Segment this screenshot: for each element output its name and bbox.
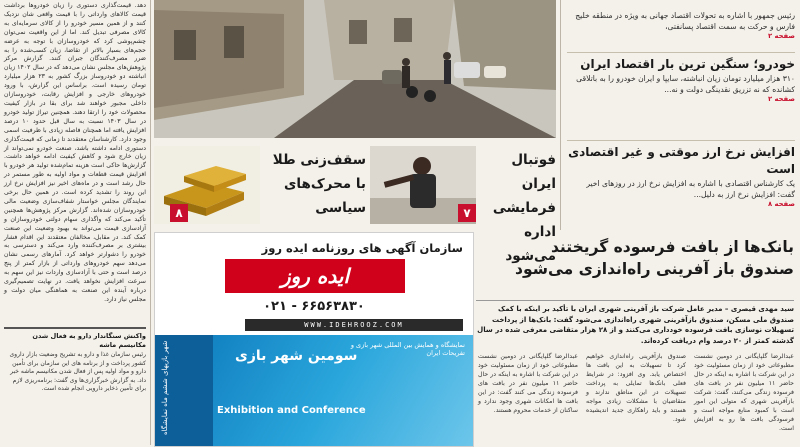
main-street-photo [154, 0, 556, 138]
headline-rule [476, 300, 794, 301]
football-caption: فوتبال ایران فرمایشی اداره می‌شود [492, 152, 556, 264]
street-photo-illustration [154, 0, 556, 138]
news-item-page: صفحه ۲ [767, 32, 795, 40]
side-article-text: رئیس سازمان غذا و دارو به تشریح وضعیت بازار داروی کشور پرداخت و از برنامه های این سازمان برای تأمین دارو و مواد اولیه پس از فعال شدن مکانیسم ماشه خبر داد. به گزارش خبرگزاری‌ها وی گفت: برنامه‌ریزی لازم برای تأمین ذخایر دارویی انجام شده است. [9, 351, 146, 393]
poster-vertical-text: شهر بازیهای ششم ماه نمایشگاه [161, 341, 169, 436]
article-column-3: عبدالرضا گلپایگانی در دومین نشست مطبوعاتی خود از زمان مسئولیت خود در این شرکت با اشاره به اینکه در حال حاضر ۱۱ میلیون نفر در بافت های فرسوده زندگی می کنند گفت: در این بافت ها امکانات شهری وجود ندارد و ساکنان از خدمات محروم هستند. [478, 353, 578, 414]
headline-lead: سید مهدی قیصری – مدیر عامل شرکت باز آفرینی شهری ایران با تأکید بر اینکه با کمک صندوق ملی مسکن، صندوق بازآفرینی شهری راه‌اندازی می‌شود گفت: بانک‌ها از پرداخت تسهیلات نوسازی بافت فرسوده خودداری می‌کنند و از ۲۸ هزار متقاضی معرفی شده در سال گذشته کمتر از ۲۰ درصد وام دریافت کرده‌اند. [477, 305, 794, 345]
page-number-badge: ۸ [170, 204, 188, 222]
item-divider [567, 140, 795, 141]
column-divider [4, 327, 146, 329]
poster-title: نمایشگاه و همایش بین المللی شهر بازی و تفریحات ایران [350, 341, 465, 357]
headline-line-2: صندوق باز آفرینی راه‌اندازی می‌شود [515, 260, 794, 278]
news-item-president[interactable] [567, 10, 795, 40]
news-item-title: افزایش نرخ ارز موقتی و غیر اقتصادی است [568, 145, 795, 176]
exhibition-poster [155, 335, 473, 446]
advertisement-box[interactable] [154, 232, 474, 447]
news-item-text: رئیس جمهور با اشاره به تحولات اقتصاد جهانی به ویژه در منطقه خلیج فارس و حرکت به سمت اقتصاد پسانفتی، [575, 11, 795, 31]
gold-caption: سقف‌زنی طلا با محرک‌های سیاسی [272, 152, 366, 216]
news-item-auto[interactable] [567, 56, 795, 103]
left-column [0, 0, 151, 445]
side-article-title[interactable]: واکنش سنگاندار دارو به فعال شدن مکانیسم ماشه [32, 332, 146, 349]
page-number-badge: ۷ [458, 204, 476, 222]
news-item-currency[interactable] [567, 144, 795, 208]
news-item-page: صفحه ۲ [767, 95, 795, 103]
ad-title: سازمان آگهی های روزنامه ایده روز [261, 241, 463, 255]
news-item-title: خودرو؛ سنگین ترین بار اقتصاد ایران [580, 57, 795, 71]
news-item-text: ۳۱۰ هزار میلیارد تومان زیان انباشته، سایپا و ایران خودرو را به باتلاقی کشانده که نه تزریق نقدینگی دولت و نه... [576, 74, 795, 94]
idehrooz-logo: ایده روز [225, 259, 405, 293]
poster-english-title: Exhibition and Conference [217, 405, 366, 416]
item-divider [567, 52, 795, 53]
news-item-page: صفحه ۸ [767, 200, 795, 208]
ad-website-url[interactable]: WWW.IDEHROOZ.COM [245, 319, 463, 331]
right-column [560, 0, 800, 230]
news-item-text: یک کارشناس اقتصادی با اشاره به افزایش نرخ ارز در روزهای اخیر گفت: افزایش نرخ ارز به دلیل... [586, 179, 795, 199]
poster-headline: سومین شهر بازی [235, 348, 358, 364]
headline-line-1: بانک‌ها از بافت فرسوده گریختند [550, 238, 794, 256]
ad-phone-number: ۰۲۱ - ۶۶۵۶۳۸۳۰ [263, 299, 365, 314]
left-article-text: دهد. قیمت‌گذاری دستوری را زیان خودروها برداشت قیمت کالاهای وارداتی را با قیمت واقعی شان نزدیک کنند و از همین مسیر خودرو را از کالای سرمایه‌ای به کالای مصرفی تبدیل کند. اما از این واقعیت نمی‌توان چشم‌پوشی کرد که خودروسازان با توجه به عرضه حجم‌های بسیار بالاتر از تقاضا، زیان کسب‌شده را به ضرر مصرف‌کنندگان جبران کنند. گزارش مرکز پژوهش‌های مجلس نشان می‌دهد که در سال ۱۴۰۲ زیان انباشته دو خودروساز بزرگ کشور به ۲۳ هزار میلیارد تومان رسیده است. براساس این گزارش، با ورود خودروهای خارجی و افزایش رقابت، خودروسازان داخلی مجبور خواهند شد برای بقا در بازار کیفیت محصولات خود را ارتقا دهند. همچنین تیراژ تولید خودرو در سال ۱۴۰۳ نسبت به سال قبل حدود ۱۰ درصد افزایش یافته اما همچنان فاصله زیادی با ظرفیت اسمی وجود دارد. کارشناسان معتقدند تا زمانی که قیمت‌گذاری دستوری ادامه داشته باشد، صنعت خودرو نمی‌تواند از زیان خارج شود و کاهش کیفیت ادامه خواهد داشت. گزارش‌ها حاکی است هزینه تمام‌شده تولید هر خودرو با افزایش قیمت قطعات و مواد اولیه به طور مستمر در حال رشد است و در ماه‌های اخیر نیز افزایش نرخ ارز این روند را تشدید کرده است. در همین حال برخی نمایندگان مجلس خواستار شفاف‌سازی وضعیت مالی خودروسازان شده‌اند. گزارش مرکز پژوهش‌ها همچنین تأکید می‌کند که واگذاری سهام دولتی خودروسازان و آزادسازی قیمت می‌تواند به بهبود وضعیت این صنعت کمک کند. در مقابل، مخالفان معتقدند این اقدام فشار بیشتری بر مصرف‌کننده وارد می‌کند و دسترسی به خودرو را دشوارتر خواهد کرد. آمارهای رسمی نشان می‌دهد سهم خودروهای وارداتی از بازار کمتر از پنج درصد است و حتی با آزادسازی واردات نیز این سهم به سرعت افزایش نخواهد یافت. در نهایت تصمیم‌گیری درباره آینده این صنعت به هماهنگی میان دولت و مجلس نیاز دارد. [4, 2, 147, 303]
article-column-1: عبدالرضا گلپایگانی در دومین نشست مطبوعاتی خود از زمان مسئولیت خود در این شرکت با اشاره به اینکه در حال حاضر ۱۱ میلیون نفر در بافت های فرسوده زندگی می‌کنند، گفت: شرکت بازآفرینی شهری که متولی این امور است با کمبود منابع مواجه است و فرسودگی بافت ها رو به افزایش است. [694, 353, 794, 432]
football-teaser[interactable] [370, 146, 556, 264]
gold-teaser[interactable] [154, 146, 366, 224]
article-body-columns [476, 352, 794, 445]
article-column-2: صندوق بازآفرینی راه‌اندازی خواهیم کرد تا تسهیلات به این بافت ها اختصاص یابد. وی افزود: در شرایط فعلی بانک‌ها تمایلی به پرداخت تسهیلات در این مناطق ندارند و متقاضیان با مشکلات زیادی مواجه هستند و باید راهکاری جدید اندیشیده شود. [586, 353, 686, 423]
main-headline[interactable] [476, 236, 794, 280]
